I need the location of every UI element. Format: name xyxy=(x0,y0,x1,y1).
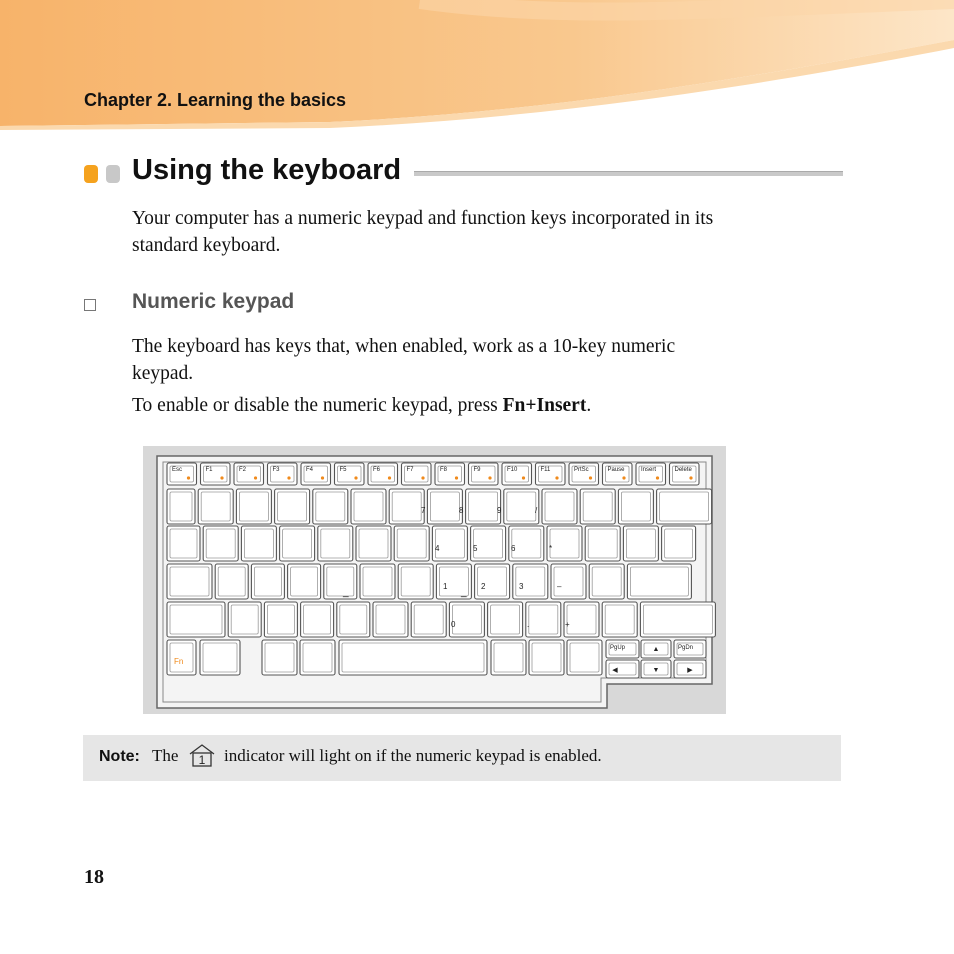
left-arrow-icon: ◀ xyxy=(612,667,618,674)
fn-key-accent-mark xyxy=(689,476,692,479)
row3-key-3 xyxy=(288,564,321,599)
row1-key-7 xyxy=(427,489,462,524)
row1-key-13 xyxy=(657,489,712,524)
page-number: 18 xyxy=(84,866,104,888)
row2-key-10 xyxy=(547,526,582,561)
numpad-label-–: – xyxy=(557,582,562,591)
row1-key-8 xyxy=(466,489,501,524)
numpad-label-7: 7 xyxy=(421,506,426,515)
fn-key-accent-mark xyxy=(555,476,558,479)
intro-line-1: Your computer has a numeric keypad and function keys incorporated in its xyxy=(132,208,714,229)
numpad-label-0: 0 xyxy=(451,620,456,629)
numpad-label-.: . xyxy=(527,620,530,629)
subsection-title: Numeric keypad xyxy=(132,290,295,313)
row3-key-8 xyxy=(475,564,510,599)
fn-key-accent-mark xyxy=(622,476,625,479)
fn-key-label: F4 xyxy=(306,467,314,473)
numpad-para-line-1: The keyboard has keys that, when enabled, work as a 10-key numeric xyxy=(132,336,676,357)
fn-key-accent-mark xyxy=(421,476,424,479)
row1-key-12 xyxy=(618,489,653,524)
fn-key-accent-mark xyxy=(388,476,391,479)
svg-text:1: 1 xyxy=(198,753,206,767)
row2-key-13 xyxy=(662,526,696,561)
row3-key-2 xyxy=(251,564,284,599)
down-arrow-icon: ▼ xyxy=(652,667,660,674)
row1-key-6 xyxy=(389,489,424,524)
row3-key-5 xyxy=(360,564,395,599)
row3-key-6 xyxy=(398,564,433,599)
row2-key-3 xyxy=(280,526,315,561)
fn-key-accent-mark xyxy=(488,476,491,479)
fn-key-label: PrtSc xyxy=(574,467,589,473)
fn-key-accent-mark xyxy=(455,476,458,479)
row2-key-12 xyxy=(623,526,658,561)
row2-key-1 xyxy=(203,526,238,561)
row2-key-11 xyxy=(585,526,620,561)
row3-key-1 xyxy=(215,564,248,599)
fn-key-accent-mark xyxy=(187,476,190,479)
row1-key-9 xyxy=(504,489,539,524)
section-heading xyxy=(84,152,844,192)
row4-key-1 xyxy=(228,602,261,637)
note-label: Note: xyxy=(99,748,140,765)
instruction-period: . xyxy=(586,395,592,416)
fn-key-accent-mark xyxy=(589,476,592,479)
row2-key-0 xyxy=(167,526,200,561)
row4-key-8 xyxy=(488,602,523,637)
bottom-key xyxy=(200,640,240,675)
row2-key-6 xyxy=(394,526,429,561)
fn-key-label: F11 xyxy=(540,467,551,473)
bottom-key xyxy=(300,640,335,675)
note-text-the: The xyxy=(152,746,179,765)
chapter-header: Chapter 2. Learning the basics xyxy=(84,90,347,110)
row1-key-5 xyxy=(351,489,386,524)
fn-key-label: F9 xyxy=(473,467,481,473)
underscore-label: _ xyxy=(461,587,467,598)
fn-key-label: Esc xyxy=(172,467,183,473)
note-text: indicator will light on if the numeric keypad is enabled. xyxy=(224,746,602,765)
numlock-indicator-icon xyxy=(187,743,217,769)
row1-key-1 xyxy=(198,489,233,524)
row2-key-5 xyxy=(356,526,391,561)
numpad-label-4: 4 xyxy=(435,544,440,553)
subsection-heading xyxy=(84,290,484,320)
fn-key-accent-mark xyxy=(522,476,525,479)
fn-key-accent-mark xyxy=(656,476,659,479)
page-title: Using the keyboard xyxy=(132,154,402,186)
fn-insert-instruction xyxy=(132,392,591,419)
intro-line-2: standard keyboard. xyxy=(132,235,281,256)
row1-key-3 xyxy=(275,489,310,524)
space-key xyxy=(339,640,487,675)
numpad-label-8: 8 xyxy=(459,506,464,515)
numpad-label-*: * xyxy=(549,544,553,553)
square-bullet-icon xyxy=(84,299,96,311)
fn-key-accent-mark xyxy=(354,476,357,479)
bottom-key xyxy=(567,640,602,675)
keyboard-figure xyxy=(143,446,726,714)
fn-key-label: Insert xyxy=(641,467,657,473)
underscore-label: _ xyxy=(343,587,349,598)
row1-key-10 xyxy=(542,489,577,524)
pgup-label: PgUp xyxy=(610,645,626,651)
fn-key-label: F5 xyxy=(339,467,347,473)
row4-key-9 xyxy=(526,602,561,637)
row3-key-11 xyxy=(589,564,624,599)
row4-key-5 xyxy=(373,602,408,637)
up-arrow-icon: ▲ xyxy=(652,646,660,653)
fn-key-label: F8 xyxy=(440,467,448,473)
fn-key-label: F1 xyxy=(205,467,213,473)
fn-key-accent-mark xyxy=(254,476,257,479)
row1-key-11 xyxy=(580,489,615,524)
fn-key-accent-mark xyxy=(287,476,290,479)
numpad-label-+: + xyxy=(565,620,570,629)
numpad-label-1: 1 xyxy=(443,582,448,591)
fn-key-label: F2 xyxy=(239,467,247,473)
title-rule xyxy=(414,171,843,176)
row3-key-4 xyxy=(324,564,357,599)
row4-key-4 xyxy=(337,602,370,637)
numpad-label-3: 3 xyxy=(519,582,524,591)
row4-key-11 xyxy=(602,602,637,637)
row1-key-4 xyxy=(313,489,348,524)
fn-insert-shortcut: Fn+Insert xyxy=(502,395,587,416)
numpad-para-line-2: keypad. xyxy=(132,363,194,384)
fn-key-accent-mark xyxy=(220,476,223,479)
row4-key-3 xyxy=(301,602,334,637)
bottom-key xyxy=(491,640,526,675)
numpad-label-9: 9 xyxy=(497,506,502,515)
fn-key-label: Delete xyxy=(674,467,692,473)
row1-key-2 xyxy=(236,489,271,524)
fn-key-accent-mark xyxy=(321,476,324,479)
fn-key-label: F3 xyxy=(272,467,280,473)
instruction-text: To enable or disable the numeric keypad, press xyxy=(132,395,503,416)
bottom-key xyxy=(529,640,564,675)
fn-key-label: F6 xyxy=(373,467,381,473)
row4-key-12 xyxy=(640,602,715,637)
numpad-label-6: 6 xyxy=(511,544,516,553)
bottom-key xyxy=(262,640,297,675)
row1-key-0 xyxy=(167,489,195,524)
gray-bullet-icon xyxy=(106,165,120,183)
note-box xyxy=(83,735,841,781)
row3-key-12 xyxy=(627,564,691,599)
row3-key-0 xyxy=(167,564,212,599)
pgdn-label: PgDn xyxy=(678,645,694,651)
fn-key-label: Pause xyxy=(607,467,625,473)
row4-key-0 xyxy=(167,602,225,637)
orange-bullet-icon xyxy=(84,165,98,183)
numpad-label-2: 2 xyxy=(481,582,486,591)
row2-key-2 xyxy=(241,526,276,561)
row4-key-2 xyxy=(264,602,297,637)
fn-key-label: F7 xyxy=(406,467,414,473)
fn-key-label: Fn xyxy=(174,657,184,666)
numpad-label-/: / xyxy=(535,506,538,515)
keyboard-illustration xyxy=(143,446,726,714)
right-arrow-icon: ▶ xyxy=(687,667,693,674)
numpad-label-5: 5 xyxy=(473,544,478,553)
row2-key-4 xyxy=(318,526,353,561)
row4-key-6 xyxy=(411,602,446,637)
fn-key-label: F10 xyxy=(507,467,518,473)
